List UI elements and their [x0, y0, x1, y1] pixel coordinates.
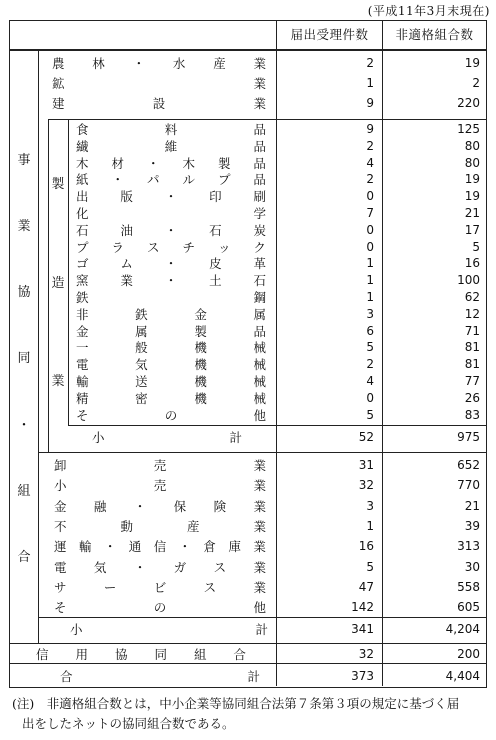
table-row — [10, 518, 486, 536]
rule-mfg-top — [48, 119, 486, 120]
row-label: 合 計 — [60, 669, 260, 684]
table-row — [10, 429, 486, 447]
cell-filings: 3 — [366, 306, 374, 321]
row-label: 建 設 業 — [52, 96, 266, 111]
cell-nonconforming: 975 — [457, 430, 480, 444]
table-row — [10, 188, 486, 206]
table-row — [10, 599, 486, 617]
table-row — [10, 559, 486, 577]
cell-filings: 373 — [351, 669, 374, 683]
table-row — [10, 356, 486, 374]
table-row — [10, 646, 486, 664]
cell-nonconforming: 81 — [464, 340, 480, 355]
cell-filings: 0 — [366, 239, 374, 254]
cell-nonconforming: 16 — [464, 256, 480, 271]
table-row — [10, 477, 486, 495]
cell-filings: 4 — [366, 374, 374, 388]
cell-nonconforming: 19 — [464, 56, 480, 70]
row-label: 金 融 ・ 保 険 業 — [54, 498, 266, 514]
cell-filings: 5 — [366, 340, 374, 355]
row-label: 出 版 ・ 印 刷 — [76, 189, 266, 205]
rule-subtotal — [38, 617, 486, 618]
table-row — [10, 75, 486, 93]
cell-nonconforming: 125 — [457, 122, 480, 136]
cell-nonconforming: 77 — [464, 374, 480, 388]
cell-nonconforming: 30 — [464, 559, 480, 574]
cell-nonconforming: 71 — [464, 323, 480, 338]
table-row — [10, 272, 486, 290]
table-row — [10, 538, 486, 556]
row-label: サ ー ビ ス 業 — [54, 579, 266, 595]
row-label: 電 気 機 械 — [76, 357, 266, 373]
table-row — [10, 239, 486, 257]
cell-filings: 1 — [366, 273, 374, 288]
row-label: 精 密 機 械 — [76, 390, 266, 406]
cell-nonconforming: 605 — [457, 600, 480, 615]
row-label: 非 鉄 金 属 — [76, 306, 266, 322]
table-row — [10, 339, 486, 357]
row-label: 鉱 業 — [52, 76, 266, 91]
row-label: 電 気 ・ ガ ス 業 — [54, 559, 266, 575]
row-label: プ ラ ス チ ッ ク — [76, 239, 266, 255]
table-row — [10, 668, 486, 686]
table-row — [10, 255, 486, 273]
table-row — [10, 205, 486, 223]
row-label: 一 般 機 械 — [76, 340, 266, 356]
cell-filings: 1 — [366, 256, 374, 271]
footnote-line-1: (注) 非適格組合数とは，中小企業等協同組合法第７条第３項の規定に基づく届 — [12, 696, 460, 711]
table-row — [10, 407, 486, 425]
cell-nonconforming: 100 — [457, 273, 480, 288]
cell-nonconforming: 39 — [464, 518, 480, 533]
table-row — [10, 579, 486, 597]
row-label: 繊 維 品 — [76, 138, 266, 154]
cell-nonconforming: 558 — [457, 579, 480, 594]
table-row — [10, 121, 486, 139]
cell-filings: 0 — [366, 390, 374, 405]
cell-nonconforming: 19 — [464, 172, 480, 187]
row-label: 卸 売 業 — [54, 458, 266, 473]
cell-filings: 1 — [366, 76, 374, 90]
rule-group2-top — [38, 452, 486, 453]
row-label: 木 材 ・ 木 製 品 — [76, 155, 266, 171]
as-of-date: (平成11年3月末現在) — [367, 4, 490, 18]
cell-filings: 31 — [358, 458, 374, 472]
table-row — [10, 222, 486, 240]
row-label: 食 料 品 — [76, 122, 266, 137]
cell-filings: 142 — [351, 600, 374, 615]
cell-filings: 1 — [366, 290, 374, 304]
table-row — [10, 289, 486, 307]
cell-filings: 341 — [351, 622, 374, 636]
cell-nonconforming: 83 — [464, 407, 480, 422]
cell-nonconforming: 5 — [472, 239, 480, 254]
row-label: 金 属 製 品 — [76, 323, 266, 339]
cell-filings: 2 — [366, 56, 374, 70]
cell-nonconforming: 21 — [464, 498, 480, 513]
row-label: 紙 ・ パ ル プ 品 — [76, 172, 266, 188]
cell-filings: 52 — [358, 430, 374, 444]
cell-filings: 4 — [366, 155, 374, 170]
cell-filings: 7 — [366, 206, 374, 220]
cell-filings: 2 — [366, 172, 374, 187]
cell-filings: 32 — [358, 478, 374, 493]
row-label: そ の 他 — [76, 407, 266, 423]
cell-filings: 0 — [366, 189, 374, 204]
cell-nonconforming: 81 — [464, 357, 480, 372]
row-label: 窯 業 ・ 土 石 — [76, 273, 266, 289]
rule-credit — [10, 643, 486, 644]
footnote-line-2: 出をしたネットの協同組合数である。 — [22, 716, 235, 731]
cell-nonconforming: 770 — [457, 478, 480, 493]
cell-nonconforming: 21 — [464, 206, 480, 220]
cell-filings: 5 — [366, 407, 374, 422]
cell-filings: 9 — [366, 122, 374, 136]
row-label: 農 林 ・ 水 産 業 — [52, 56, 266, 71]
cell-nonconforming: 313 — [457, 539, 480, 554]
cell-filings: 0 — [366, 222, 374, 237]
table-row — [10, 138, 486, 156]
row-label: ゴ ム ・ 皮 革 — [76, 256, 266, 272]
cell-nonconforming: 80 — [464, 155, 480, 170]
cell-nonconforming: 80 — [464, 138, 480, 153]
header-filings: 届出受理件数 — [290, 27, 369, 42]
cell-filings: 2 — [366, 138, 374, 153]
header-nonconforming: 非適格組合数 — [395, 27, 474, 42]
cell-nonconforming: 4,404 — [445, 669, 480, 683]
table-row — [10, 306, 486, 324]
row-label: 小 計 — [92, 430, 242, 445]
cell-nonconforming: 17 — [464, 222, 480, 237]
table-row — [10, 457, 486, 475]
cell-nonconforming: 4,204 — [445, 622, 480, 636]
row-label: 輸 送 機 械 — [76, 374, 266, 389]
cell-nonconforming: 652 — [457, 458, 480, 472]
cell-nonconforming: 26 — [464, 390, 480, 405]
cell-nonconforming: 2 — [472, 76, 480, 90]
row-label: そ の 他 — [54, 600, 266, 616]
row-label: 不 動 産 業 — [54, 518, 266, 534]
row-label: 小 計 — [70, 622, 268, 637]
cell-filings: 6 — [366, 323, 374, 338]
cell-filings: 16 — [358, 539, 374, 554]
cell-nonconforming: 12 — [464, 306, 480, 321]
label-seizogyo: 製 造 業 — [51, 177, 65, 389]
table-row — [10, 373, 486, 391]
cell-filings: 3 — [366, 498, 374, 513]
table-row — [10, 498, 486, 516]
table-row — [10, 95, 486, 113]
header-rule — [10, 49, 486, 51]
table-row — [10, 323, 486, 341]
cell-nonconforming: 200 — [457, 647, 480, 661]
footnote — [12, 694, 488, 734]
row-label: 小 売 業 — [54, 478, 266, 494]
cell-filings: 1 — [366, 518, 374, 533]
statistics-table — [9, 20, 487, 688]
cell-nonconforming: 62 — [464, 290, 480, 304]
cell-filings: 9 — [366, 96, 374, 110]
table-row — [10, 621, 486, 639]
row-label: 信 用 協 同 組 合 — [36, 647, 246, 662]
cell-nonconforming: 19 — [464, 189, 480, 204]
rule-mfg-subtotal — [68, 425, 486, 426]
label-jigyo-kyodo-kumiai: 事 業 協 同 ・ 組 合 — [17, 153, 31, 565]
cell-filings: 32 — [358, 647, 374, 661]
row-label: 化 学 — [76, 206, 266, 221]
cell-filings: 5 — [366, 559, 374, 574]
row-label: 鉄 鋼 — [76, 290, 266, 305]
row-label: 石 油 ・ 石 炭 — [76, 222, 266, 238]
cell-filings: 47 — [358, 579, 374, 594]
cell-nonconforming: 220 — [457, 96, 480, 110]
table-row — [10, 155, 486, 173]
row-label: 運 輸 ・ 通 信 ・ 倉 庫 業 — [54, 539, 266, 555]
table-row — [10, 390, 486, 408]
table-row — [10, 171, 486, 189]
table-row — [10, 55, 486, 73]
cell-filings: 2 — [366, 357, 374, 372]
